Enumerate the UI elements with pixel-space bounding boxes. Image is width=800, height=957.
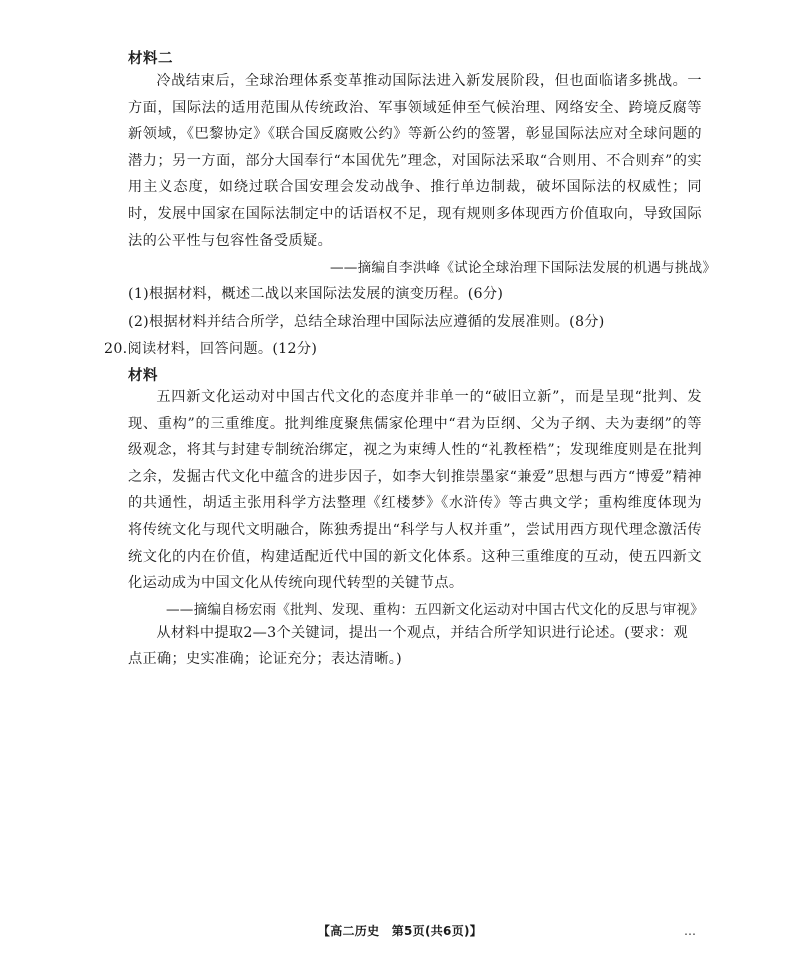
question-19-1: (1)根据材料，概述二战以来国际法发展的演变历程。(6分) <box>128 286 504 302</box>
question-19-2: (2)根据材料并结合所学，总结全球治理中国际法应遵循的发展准则。(8分) <box>128 314 605 330</box>
question-20-task: 从材料中提取2—3个关键词，提出一个观点，并结合所学知识进行论述。(要求：观点正确；史实准确；论证充分；表达清晰。) <box>128 625 688 667</box>
material2-source: ——摘编自李洪峰《试论全球治理下国际法发展的机遇与挑战》 <box>330 260 717 276</box>
question-20-paragraph: 五四新文化运动对中国古代文化的态度并非单一的“破旧立新”，而是呈现“批判、发现、重构”的三重维度。批判维度聚焦儒家伦理中“君为臣纲、父为子纲、夫为妻纲”的等级观念，将其与封建专制统治绑定，视之为束缚人性的“礼教桎梏”；发现维度则是在批判之余，发掘古代文化中蕴含的进步因子，如李大钊推崇墨家“兼爱”思想与西方“博爱”精神的共通性，胡适主张用科学方法整理《红楼梦》《水浒传》等古典文学；重构维度体现为将传统文化与现代文明融合，陈独秀提出“科学与人权并重”，尝试用西方现代理念激活传统文化的内在价值，构建适配近代中国的新文化体系。这种三重维度的互动，使五四新文化运动成为中国文化从传统向现代转型的关键节点。 <box>128 389 702 592</box>
question-20-material-heading: 材料 <box>128 368 158 384</box>
question-20-title: 20.阅读材料，回答问题。(12分) <box>104 341 318 357</box>
page-footer: 【高二历史 第5页(共6页)】 <box>317 924 483 938</box>
material2-heading: 材料二 <box>128 51 173 67</box>
material2-paragraph: 冷战结束后，全球治理体系变革推动国际法进入新发展阶段，但也面临诸多挑战。一方面，国际法的适用范围从传统政治、军事领域延伸至气候治理、网络安全、跨境反腐等新领域，《巴黎协定》《联合国反腐败公约》等新公约的签署，彰显国际法应对全球问题的潜力；另一方面，部分大国奉行“本国优先”理念，对国际法采取“合则用、不合则弃”的实用主义态度，如绕过联合国安理会发动战争、推行单边制裁，破坏国际法的权威性；同时，发展中国家在国际法制定中的话语权不足，现有规则多体现西方价值取向，导致国际法的公平性与包容性备受质疑。 <box>128 73 702 249</box>
question-20-source: ——摘编自杨宏雨《批判、发现、重构：五四新文化运动对中国古代文化的反思与审视》 <box>166 602 704 618</box>
corner-mark: … <box>684 924 696 938</box>
